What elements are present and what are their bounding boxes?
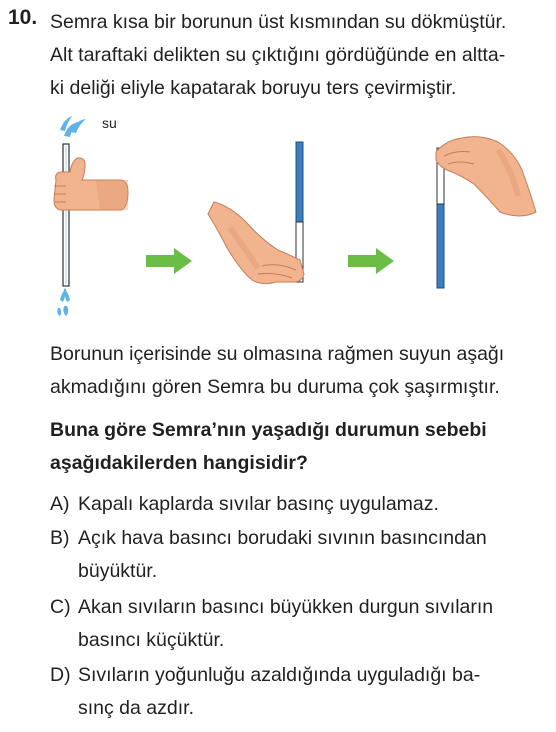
option-text: büyüktür. bbox=[78, 560, 158, 582]
step-1-tube-with-hand bbox=[54, 115, 128, 316]
su-label: su bbox=[102, 115, 117, 131]
step-3-tube-inverted bbox=[436, 137, 536, 288]
step-2-tube-finger-covered bbox=[208, 142, 304, 284]
prompt-line: Buna göre Semra’nın yaşadığı durumun sebebi bbox=[50, 419, 487, 441]
water-drip-bottom-icon bbox=[57, 288, 70, 316]
question-stem bbox=[50, 6, 550, 105]
stem-line: Semra kısa bir borunun üst kısmından su dökmüştür. bbox=[50, 11, 507, 33]
experiment-figure bbox=[0, 110, 556, 325]
option-text: basıncı küçüktür. bbox=[78, 629, 225, 651]
option-d[interactable] bbox=[50, 659, 550, 725]
option-text: Açık hava basıncı borudaki sıvının basıncından bbox=[78, 527, 487, 549]
observation-text bbox=[50, 338, 550, 404]
hand-holding-tube-icon bbox=[208, 202, 304, 284]
stem-line: Alt taraftaki delikten su çıktığını gördüğünde en altta- bbox=[50, 44, 506, 66]
question-number: 10. bbox=[8, 6, 38, 29]
option-text: Kapalı kaplarda sıvılar basınç uygulamaz. bbox=[78, 493, 439, 515]
prompt-line: aşağıdakilerden hangisidir? bbox=[50, 452, 308, 474]
arrow-right-icon bbox=[348, 248, 394, 274]
stem-line: ki deliği eliyle kapatarak boruyu ters çevirmiştir. bbox=[50, 77, 457, 99]
observation-line: akmadığını gören Semra bu duruma çok şaşırmıştır. bbox=[50, 376, 500, 398]
observation-line: Borunun içerisinde su olmasına rağmen suyun aşağı bbox=[50, 343, 505, 365]
arrow-right-icon bbox=[146, 248, 192, 274]
question-prompt bbox=[50, 414, 550, 480]
option-letter: A) bbox=[50, 493, 70, 515]
option-letter: B) bbox=[50, 527, 70, 549]
option-letter: C) bbox=[50, 596, 71, 618]
option-text: Sıvıların yoğunluğu azaldığında uyguladığı ba- bbox=[78, 664, 481, 686]
option-b[interactable] bbox=[50, 522, 550, 588]
option-text: Akan sıvıların basıncı büyükken durgun sıvıların bbox=[78, 596, 494, 618]
hand-pinching-top-icon bbox=[436, 137, 536, 216]
option-c[interactable] bbox=[50, 591, 550, 657]
option-text: sınç da azdır. bbox=[78, 697, 194, 719]
option-a[interactable] bbox=[50, 488, 550, 521]
option-letter: D) bbox=[50, 664, 71, 686]
water-splash-top-icon bbox=[60, 116, 86, 137]
